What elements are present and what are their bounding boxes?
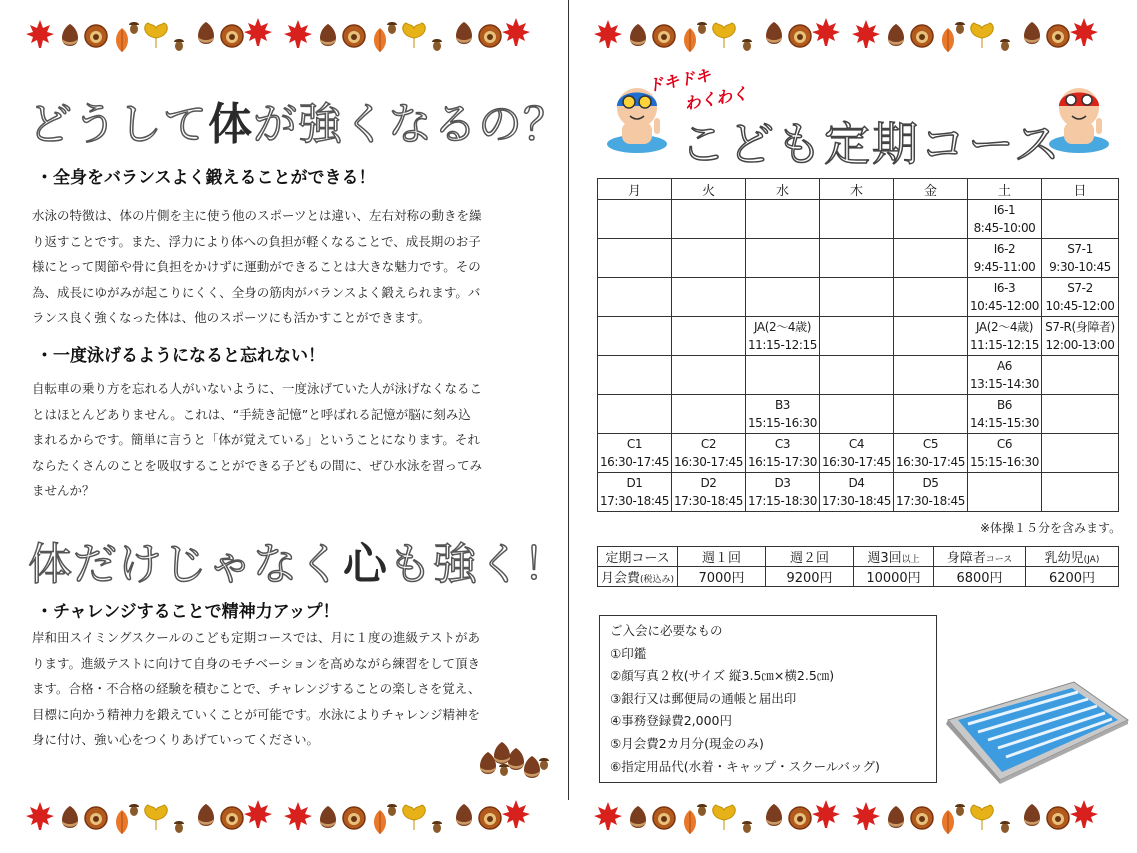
class-code: S7-1 (1067, 242, 1093, 256)
schedule-cell (968, 395, 1042, 434)
fees-price: 6200円 (1026, 567, 1119, 587)
section3-line: 岸和田スイミングスクールのこども定期コースでは、月に１度の進級テストがあ (32, 630, 481, 645)
schedule-cell (968, 356, 1042, 395)
class-code: C4 (848, 437, 865, 451)
class-time: 16:30-17:45 (599, 455, 670, 469)
schedule-cell (894, 356, 968, 395)
schedule-cell (820, 395, 894, 434)
fees-price: 9200円 (766, 567, 854, 587)
section3-line: 目標に向かう精神力を鍛えていくことが可能です。水泳によりチャレンジ精神を (32, 706, 481, 722)
class-time: 17:30-18:45 (895, 494, 966, 508)
chestnut-pile-illustration (474, 742, 554, 782)
class-time: 8:45-10:00 (973, 221, 1036, 235)
class-time: 16:30-17:45 (821, 455, 892, 469)
schedule-cell (894, 434, 968, 473)
course-title: こども定期コース (680, 117, 1062, 171)
class-code: B6 (996, 398, 1013, 412)
class-code: I6-2 (993, 242, 1016, 256)
class-time: 15:15-16:30 (747, 416, 818, 430)
heading1-emph: 体 (208, 99, 253, 150)
schedule-cell (746, 434, 820, 473)
schedule-cell (1042, 239, 1119, 278)
fees-row-label-text: 月会費 (600, 571, 640, 586)
schedule-row (598, 395, 1119, 434)
schedule-day-header: 月 (598, 179, 672, 200)
fees-course-suffix: (JA) (1083, 555, 1100, 565)
swimming-pool-illustration (944, 680, 1130, 784)
section1-line: ランス良く強くなった体は、他のスポーツにも活かすことができます。 (32, 310, 431, 326)
schedule-cell (968, 239, 1042, 278)
schedule-cell (672, 239, 746, 278)
section2-line: まれるからです。簡単に言うと「体が覚えている」ということになります。それ (32, 432, 480, 448)
fees-course-cell (766, 547, 854, 567)
schedule-row (598, 473, 1119, 512)
schedule-row (598, 356, 1119, 395)
schedule-header-row (598, 179, 1119, 200)
tagline-dokidoki: ドキドキ (646, 65, 713, 96)
schedule-cell (1042, 356, 1119, 395)
section1-body (32, 203, 542, 331)
schedule-day-header: 水 (746, 179, 820, 200)
section2-line: ならたくさんのことを吸収することができる子どもの間に、ぜひ水泳を習ってみ (32, 457, 483, 473)
gym-note: ※体操１５分を含みます。 (980, 521, 1122, 535)
schedule-cell (672, 434, 746, 473)
requirement-item: ②顔写真２枚(サイズ 縦3.5㎝×横2.5㎝) (610, 668, 835, 684)
fees-course-label: 身障者 (946, 551, 986, 566)
class-time: 14:15-15:30 (969, 416, 1040, 430)
schedule-table (597, 178, 1119, 512)
class-time: 15:15-16:30 (969, 455, 1040, 469)
class-time: 11:15-12:15 (969, 338, 1040, 352)
requirement-item: ⑤月会費2カ月分(現金のみ) (610, 735, 764, 751)
top-right-autumn-decoration (594, 10, 1124, 58)
fees-course-cell (678, 547, 766, 567)
section1-line: 水泳の特徴は、体の片側を主に使う他のスポーツとは違い、左右対称の動きを繰 (32, 208, 482, 223)
class-code: D5 (922, 476, 939, 490)
schedule-cell (746, 473, 820, 512)
class-code: I6-3 (993, 281, 1016, 295)
heading-mind-strong (28, 528, 568, 592)
schedule-cell (894, 278, 968, 317)
schedule-cell (1042, 317, 1119, 356)
requirement-item: ③銀行又は郵便局の通帳と届出印 (610, 690, 797, 706)
heading2-emph: 心 (343, 539, 388, 590)
schedule-cell (598, 434, 672, 473)
schedule-row (598, 200, 1119, 239)
schedule-cell (598, 278, 672, 317)
heading-why-body-strong (28, 88, 568, 152)
heading1-pre: どうして (28, 99, 208, 150)
fees-course-cell (854, 547, 934, 567)
fees-course-label: 週3回 (867, 551, 902, 566)
class-code: D1 (626, 476, 643, 490)
schedule-cell (746, 317, 820, 356)
requirements-box (599, 615, 937, 783)
fees-course-cell (1026, 547, 1119, 567)
schedule-day-header: 日 (1042, 179, 1119, 200)
class-time: 10:45-12:00 (969, 299, 1040, 313)
section3-body (32, 625, 542, 753)
schedule-cell (820, 473, 894, 512)
class-time: 17:30-18:45 (599, 494, 670, 508)
schedule-cell (820, 317, 894, 356)
class-time: 17:15-18:30 (747, 494, 818, 508)
fees-course-label: 週２回 (789, 551, 829, 566)
schedule-cell (598, 473, 672, 512)
fees-course-label: 週１回 (701, 551, 741, 566)
fees-table (597, 546, 1119, 587)
fees-course-suffix: コース (985, 555, 1013, 565)
schedule-cell (894, 395, 968, 434)
schedule-cell (672, 317, 746, 356)
schedule-cell (746, 239, 820, 278)
schedule-cell (598, 239, 672, 278)
fees-price: 6800円 (934, 567, 1026, 587)
schedule-cell (1042, 434, 1119, 473)
section2-line: とはほとんどありません。これは、“手続き記憶”と呼ばれる記憶が脳に刻み込 (32, 406, 471, 422)
class-time: 10:45-12:00 (1045, 299, 1115, 313)
class-time: 11:15-12:15 (747, 338, 818, 352)
section2-line: ませんか？ (32, 483, 95, 499)
fees-row-label (598, 567, 678, 587)
schedule-cell (598, 200, 672, 239)
class-code: S7-2 (1067, 281, 1093, 295)
schedule-row (598, 434, 1119, 473)
schedule-cell (968, 278, 1042, 317)
schedule-row (598, 278, 1119, 317)
fees-course-suffix: 以上 (901, 555, 920, 565)
schedule-day-header: 木 (820, 179, 894, 200)
heading2-pre: 体だけじゃなく (28, 539, 343, 590)
schedule-cell (746, 200, 820, 239)
class-code: JA(2～4歳) (754, 320, 811, 334)
fees-price: 10000円 (854, 567, 934, 587)
requirements-title: ご入会に必要なもの (610, 623, 723, 638)
requirement-item: ④事務登録費2,000円 (610, 713, 732, 729)
schedule-cell (672, 356, 746, 395)
schedule-cell (968, 473, 1042, 512)
class-code: C2 (700, 437, 717, 451)
class-code: C5 (922, 437, 939, 451)
section3-line: 身に付け、強い心をつくりあげていってください。 (32, 732, 320, 748)
schedule-day-header: 土 (968, 179, 1042, 200)
section2-title: ・一度泳げるようになると忘れない！ (36, 346, 325, 366)
class-code: D2 (700, 476, 717, 490)
class-time: 9:30-10:45 (1049, 260, 1111, 274)
bottom-right-autumn-decoration (594, 792, 1124, 840)
class-time: 16:30-17:45 (673, 455, 744, 469)
section1-line: 様にとって関節や骨に負担をかけずに運動ができることは大きな魅力です。その (32, 259, 481, 275)
schedule-cell (598, 317, 672, 356)
class-time: 16:30-17:45 (895, 455, 966, 469)
schedule-cell (968, 200, 1042, 239)
schedule-cell (672, 395, 746, 434)
section2-body (32, 376, 542, 504)
class-code: C1 (626, 437, 643, 451)
section3-title: ・チャレンジすることで精神力アップ！ (36, 602, 340, 622)
class-code: I6-1 (993, 203, 1016, 217)
page-divider (568, 0, 569, 800)
class-code: D4 (848, 476, 865, 490)
class-code: C6 (996, 437, 1013, 451)
class-code: JA(2～4歳) (976, 320, 1033, 334)
section1-line: 為、成長にゆがみが起こりにくく、全身の筋肉がバランスよく鍛えられます。バ (32, 284, 481, 300)
fees-header-row (598, 547, 1119, 567)
schedule-day-header: 火 (672, 179, 746, 200)
schedule-cell (820, 356, 894, 395)
schedule-row (598, 317, 1119, 356)
schedule-cell (1042, 278, 1119, 317)
class-code: D3 (774, 476, 791, 490)
schedule-cell (968, 317, 1042, 356)
schedule-cell (672, 278, 746, 317)
fees-header-label: 定期コース (598, 547, 678, 567)
schedule-cell (1042, 200, 1119, 239)
requirement-item: ①印鑑 (610, 645, 647, 661)
class-code: S7-R(身障者) (1045, 320, 1115, 334)
fees-price-row (598, 567, 1119, 587)
class-code: A6 (996, 359, 1013, 373)
fees-course-cell (934, 547, 1026, 567)
schedule-cell (746, 278, 820, 317)
schedule-cell (746, 395, 820, 434)
schedule-cell (598, 356, 672, 395)
schedule-day-header: 金 (894, 179, 968, 200)
bottom-left-autumn-decoration (26, 792, 546, 840)
schedule-cell (1042, 395, 1119, 434)
requirement-item: ⑥指定用品代(水着・キャップ・スクールバッグ) (610, 758, 880, 774)
schedule-cell (894, 473, 968, 512)
schedule-cell (598, 395, 672, 434)
section1-line: り返すことです。また、浮力により体への負担が軽くなることで、成長期のお子 (32, 233, 481, 249)
fees-price: 7000円 (678, 567, 766, 587)
schedule-cell (820, 278, 894, 317)
class-time: 17:30-18:45 (673, 494, 744, 508)
fees-course-label: 乳幼児 (1044, 551, 1084, 566)
schedule-cell (894, 317, 968, 356)
section2-line: 自転車の乗り方を忘れる人がいないように、一度泳げていた人が泳げなくなるこ (32, 381, 483, 396)
class-time: 17:30-18:45 (821, 494, 892, 508)
schedule-cell (894, 200, 968, 239)
schedule-cell (894, 239, 968, 278)
top-left-autumn-decoration (26, 10, 546, 58)
schedule-row (598, 239, 1119, 278)
class-time: 12:00-13:00 (1045, 338, 1115, 352)
schedule-cell (1042, 473, 1119, 512)
section1-title: ・全身をバランスよく鍛えることができる！ (36, 168, 376, 188)
schedule-cell (820, 200, 894, 239)
class-time: 13:15-14:30 (969, 377, 1040, 391)
fees-row-label-suffix: (税込み) (639, 575, 675, 585)
class-time: 16:15-17:30 (747, 455, 818, 469)
schedule-cell (672, 473, 746, 512)
heading2-post: も強く！ (388, 539, 568, 590)
tagline-wakuwaku: わくわく (683, 83, 750, 114)
section3-line: ります。進級テストに向けて自身のモチベーションを高めながら練習をして頂き (32, 655, 481, 671)
section3-line: ます。合格・不合格の経験を積むことで、チャレンジすることの楽しさを覚え、 (32, 681, 481, 697)
schedule-cell (820, 434, 894, 473)
class-code: B3 (774, 398, 791, 412)
schedule-cell (968, 434, 1042, 473)
class-code: C3 (774, 437, 791, 451)
schedule-cell (820, 239, 894, 278)
schedule-cell (746, 356, 820, 395)
schedule-cell (672, 200, 746, 239)
heading1-post: が強くなるの？ (253, 99, 568, 150)
class-time: 9:45-11:00 (973, 260, 1036, 274)
